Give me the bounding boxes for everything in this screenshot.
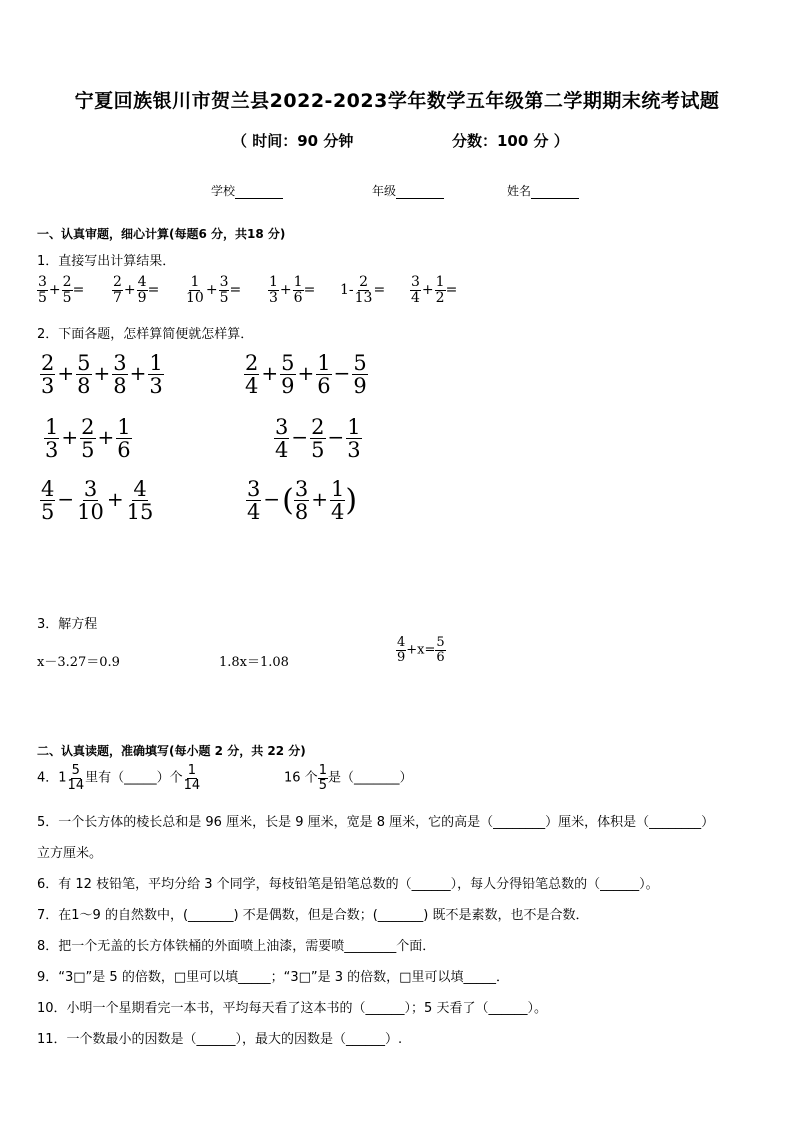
question-4b: 16 个 $\frac{1}{5}$ 是（_______）	[284, 763, 413, 793]
q1-item-5: 1- $\frac{2}{13}$ =	[340, 274, 386, 306]
q1-item-4: $\frac{1}{3}$ + $\frac{1}{6}$ =	[269, 274, 316, 306]
time-label: （ 时间：90 分钟	[232, 132, 354, 150]
q2-expr-6: $\frac{3}{4}$ −( $\frac{3}{8}$ + $\frac{1}{4}$ )	[247, 477, 358, 525]
q1-item-6: $\frac{3}{4}$ + $\frac{1}{2}$ =	[411, 274, 458, 306]
question-5: 5．一个长方体的棱长总和是 96 厘米，长是 9 厘米，宽是 8 厘米，它的高是（________）厘米，体积是（________）	[37, 815, 715, 830]
section-1-heading: 一、认真审题，细心计算(每题6 分，共18 分)	[37, 227, 286, 241]
q2-expr-5: $\frac{4}{5}$ − $\frac{3}{10}$ + $\frac{4}{15}$	[41, 477, 154, 525]
equation-1: x－3.27＝0.9	[37, 655, 120, 670]
question-1: 1．直接写出计算结果．	[37, 254, 176, 269]
name-field[interactable]: 姓名	[507, 182, 579, 199]
section-2-heading: 二、认真读题，准确填写(每小题 2 分，共 22 分)	[37, 744, 306, 758]
question-2: 2．下面各题，怎样算简便就怎样算．	[37, 327, 254, 342]
q1-item-3: $\frac{1}{10}$ + $\frac{3}{5}$ =	[186, 274, 242, 306]
q2-expr-3: $\frac{1}{3}$ + $\frac{2}{5}$ + $\frac{1}{6}$	[45, 415, 131, 463]
q1-item-1: $\frac{3}{5}$ + $\frac{2}{5}$ =	[38, 274, 85, 306]
equation-3: $\frac{4}{9}$ +x= $\frac{5}{6}$	[397, 635, 445, 665]
question-6: 6．有 12 枝铅笔，平均分给 3 个同学，每枝铅笔是铅笔总数的（______），每人分得铅笔总数的（______）。	[37, 877, 659, 892]
question-10: 10．小明一个星期看完一本书，平均每天看了这本书的（______）；5 天看了（______）。	[37, 1001, 547, 1016]
equation-2: 1.8x＝1.08	[219, 655, 289, 670]
q2-expr-2: $\frac{2}{4}$ + $\frac{5}{9}$ + $\frac{1}{6}$ − $\frac{5}{9}$	[245, 351, 367, 399]
question-4: 4．1 $\frac{5}{14}$ 里有（_____）个 $\frac{1}{14}$	[37, 763, 201, 793]
score-label: 分数：100 分 ）	[452, 132, 569, 150]
q1-item-2: $\frac{2}{7}$ + $\frac{4}{9}$ =	[113, 274, 160, 306]
question-5-cont: 立方厘米。	[37, 846, 103, 861]
question-7: 7．在1～9 的自然数中，(_______) 不是偶数，但是合数；(_______) 既不是素数，也不是合数．	[37, 908, 589, 923]
school-field[interactable]: 学校	[211, 182, 283, 199]
grade-field[interactable]: 年级	[372, 182, 444, 199]
question-11: 11．一个数最小的因数是（______），最大的因数是（______）.	[37, 1032, 403, 1047]
q2-expr-1: $\frac{2}{3}$ + $\frac{5}{8}$ + $\frac{3}{8}$ + $\frac{1}{3}$	[41, 351, 163, 399]
q2-expr-4: $\frac{3}{4}$ − $\frac{2}{5}$ − $\frac{1}{3}$	[275, 415, 361, 463]
page-title: 宁夏回族银川市贺兰县2022-2023学年数学五年级第二学期期末统考试题	[74, 90, 720, 112]
question-9: 9．“3□”是 5 的倍数，□里可以填_____；“3□”是 3 的倍数，□里可以填_____．	[37, 970, 509, 985]
question-3: 3．解方程	[37, 617, 98, 632]
question-8: 8．把一个无盖的长方体铁桶的外面喷上油漆，需要喷________个面．	[37, 939, 436, 954]
